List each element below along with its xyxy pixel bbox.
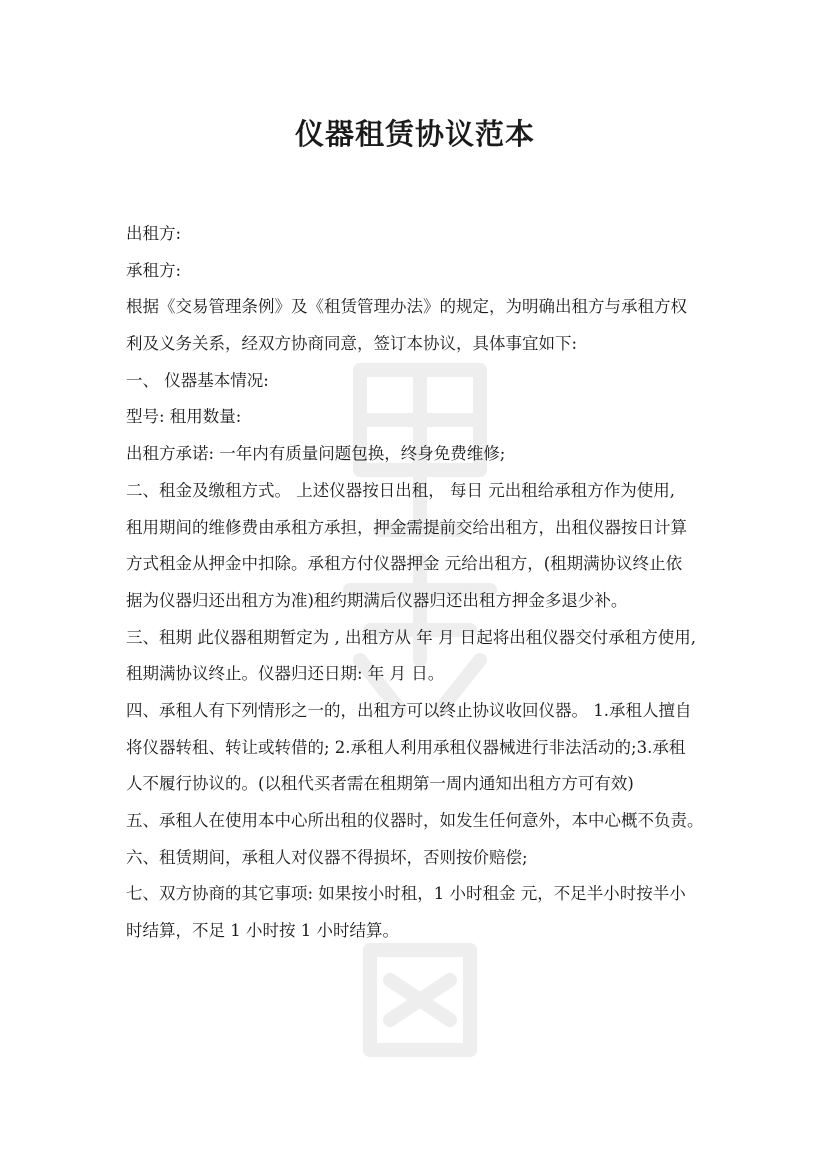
agreement-body bbox=[126, 216, 726, 950]
body-line: 据为仪器归还出租方为准)租约期满后仪器归还出租方押金多退少补。 bbox=[126, 590, 628, 610]
body-line: 一、 仪器基本情况: bbox=[126, 370, 269, 390]
body-line: 四、承租人有下列情形之一的，出租方可以终止协议收回仪器。 1.承租人擅自 bbox=[126, 700, 692, 720]
body-line: 根据《交易管理条例》及《租赁管理办法》的规定，为明确出租方与承租方权 bbox=[126, 297, 687, 317]
body-line: 租期满协议终止。仪器归还日期: 年 月 日。 bbox=[126, 664, 445, 684]
body-line: 三、租期 此仪器租期暂定为 , 出租方从 年 月 日起将出租仪器交付承租方使用, bbox=[126, 627, 696, 647]
page-title: 仪器租赁协议范本 bbox=[294, 117, 535, 151]
body-line: 二、租金及缴租方式。 上述仪器按日出租， 每日 元出租给承租方作为使用, bbox=[126, 480, 675, 500]
body-line: 利及义务关系，经双方协商同意，签订本协议，具体事宜如下: bbox=[126, 334, 578, 354]
body-line: 时结算，不足 1 小时按 1 小时结算。 bbox=[126, 921, 399, 941]
body-line: 承租方: bbox=[126, 260, 182, 280]
body-line: 型号: 租用数量: bbox=[126, 407, 242, 427]
body-line: 七、双方协商的其它事项: 如果按小时租，1 小时租金 元，不足半小时按半小 bbox=[126, 884, 686, 904]
body-line: 六、租赁期间，承租人对仪器不得损坏，否则按价赔偿; bbox=[126, 847, 528, 867]
body-line: 五、承租人在使用本中心所出租的仪器时，如发生任何意外，本中心概不负责。 bbox=[126, 811, 704, 830]
body-line: 出租方承诺: 一年内有质量问题包换，终身免费维修; bbox=[126, 444, 506, 464]
body-line: 租用期间的维修费由承租方承担，押金需提前交给出租方，出租仪器按日计算 bbox=[126, 517, 687, 537]
body-line: 将仪器转租、转让或转借的; 2.承租人利用承租仪器械进行非法活动的;3.承租 bbox=[126, 737, 686, 757]
body-line: 人不履行协议的。(以租代买者需在租期第一周内通知出租方方可有效) bbox=[126, 774, 634, 794]
body-line: 出租方: bbox=[126, 224, 182, 243]
body-line: 方式租金从押金中扣除。承租方付仪器押金 元给出租方，(租期满协议终止依 bbox=[126, 554, 683, 574]
